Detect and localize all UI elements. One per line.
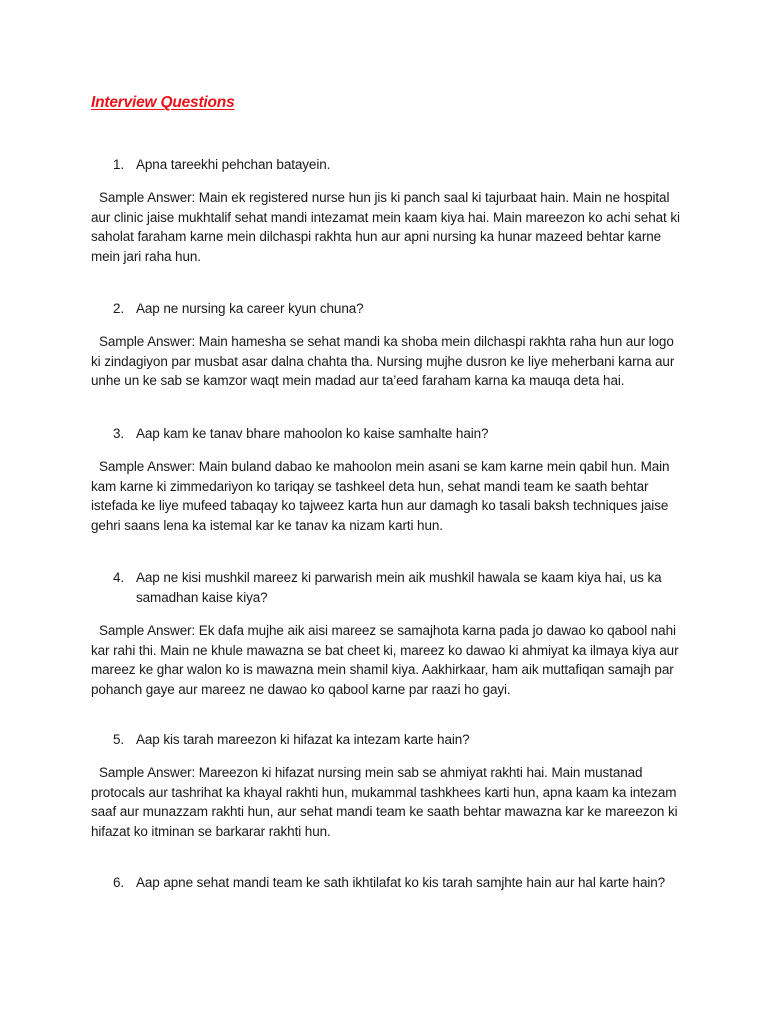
question-number: 2. [113, 301, 125, 316]
question-number: 1. [113, 157, 125, 172]
question-3 [91, 424, 681, 444]
qa-item-1 [91, 155, 681, 266]
question-number: 3. [113, 426, 125, 441]
question-6 [91, 873, 681, 893]
answer-3: Sample Answer: Main buland dabao ke mahoolon mein asani se kam karne mein qabil hun. Main kam karne ki zimmedariyon ko tariqay se tashkeel deta hun, sehat mandi team ke saath behtar istefada ke liye mufeed tabaqay ko tajweez karta hun aur damagh ko tasali baksh techniques jaise gehri saans lena ka istemal kar ke tanav ka nizam karti hun. [91, 459, 670, 533]
question-text: Aap ne nursing ka career kyun chuna? [136, 301, 364, 316]
question-2 [91, 299, 681, 319]
question-4 [91, 568, 681, 608]
qa-item-5 [91, 730, 681, 841]
qa-item-2 [91, 299, 681, 391]
answer-4: Sample Answer: Ek dafa mujhe aik aisi mareez se samajhota karna pada jo dawao ko qabool nahi kar rahi thi. Main ne khule mawazna se bat cheet ki, mareez ko dawao ki ahmiyat ka ilmaya kiya aur mareez ke ghar walon ko is mawazna mein shamil kiya. Aakhirkaar, ham aik muttafiqan samajh par pohanch gaye aur mareez ne dawao ko qabool karne par raazi ho gayi. [91, 623, 679, 697]
question-text: Aap kam ke tanav bhare mahoolon ko kaise samhalte hain? [136, 426, 489, 441]
question-text: Aap apne sehat mandi team ke sath ikhtilafat ko kis tarah samjhte hain aur hal karte hain? [136, 875, 666, 890]
question-text: Aap ne kisi mushkil mareez ki parwarish mein aik mushkil hawala se kaam kiya hai, us ka samadhan kaise kiya? [136, 570, 662, 605]
question-number: 6. [113, 875, 125, 890]
page-title: Interview Questions [91, 94, 235, 111]
question-text: Apna tareekhi pehchan batayein. [136, 157, 331, 172]
answer-1: Sample Answer: Main ek registered nurse hun jis ki panch saal ki tajurbaat hain. Main ne hospital aur clinic jaise mukhtalif sehat mandi intezamat mein kaam kiya hai. Main mareezon ko achi sehat ki saholat faraham karne mein dilchaspi rakhta hun aur apni nursing ka hunar mazeed behtar karne mein jari raha hun. [91, 190, 680, 264]
qa-item-6 [91, 873, 681, 893]
question-text: Aap kis tarah mareezon ki hifazat ka intezam karte hain? [136, 732, 470, 747]
question-5 [91, 730, 681, 750]
question-number: 5. [113, 732, 125, 747]
qa-item-4 [91, 568, 681, 699]
qa-item-3 [91, 424, 681, 535]
question-number: 4. [113, 570, 125, 585]
question-1 [91, 155, 681, 175]
answer-5: Sample Answer: Mareezon ki hifazat nursing mein sab se ahmiyat rakhti hai. Main mustanad protocals aur tashrihat ka khayal rakhti hun, mukammal tashkhees karti hun, apna kaam ka intezam saaf aur munazzam rakhti hun, aur sehat mandi team ke saath behtar mawazna kar ke mareezon ki hifazat ko itminan se barkarar rakhti hun. [91, 765, 678, 839]
answer-2: Sample Answer: Main hamesha se sehat mandi ka shoba mein dilchaspi rakhta raha hun aur logo ki zindagiyon par musbat asar dalna chahta tha. Nursing mujhe dusron ke liye meherbani karna aur unhe un ke sab se kamzor waqt mein madad aur ta’eed faraham karna ka mauqa deta hai. [91, 334, 675, 388]
